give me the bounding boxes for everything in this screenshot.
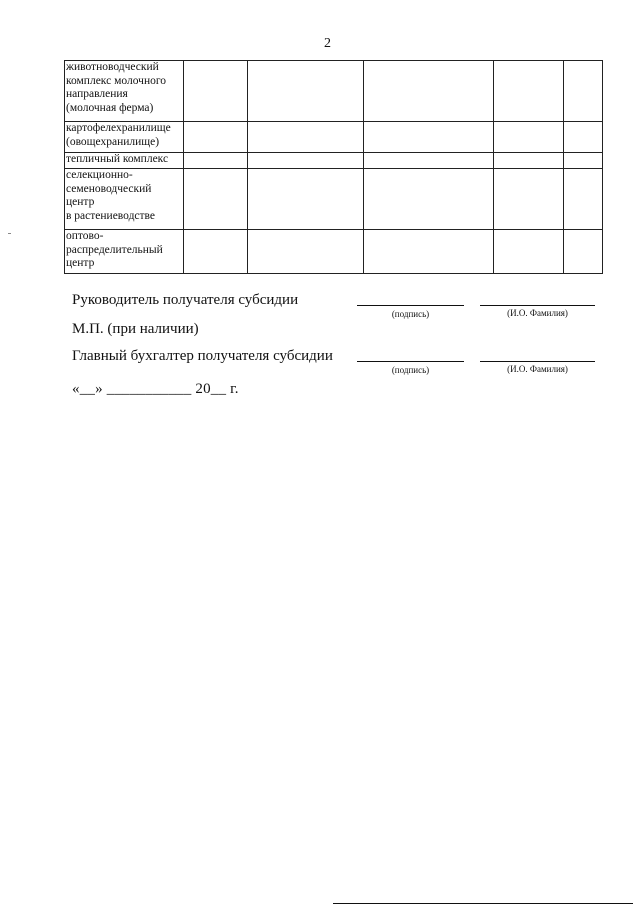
table-cell xyxy=(248,169,364,230)
table-cell xyxy=(564,153,603,169)
table-cell xyxy=(494,153,564,169)
table-row xyxy=(65,230,603,274)
table-cell xyxy=(248,122,364,153)
table-cell xyxy=(364,122,494,153)
table-cell xyxy=(184,122,248,153)
table-cell xyxy=(564,61,603,122)
table-cell xyxy=(184,61,248,122)
head-signature-label: Руководитель получателя субсидии xyxy=(72,292,299,308)
table-cell xyxy=(184,153,248,169)
table-cell xyxy=(564,122,603,153)
stamp-label: М.П. (при наличии) xyxy=(72,321,199,337)
table-row xyxy=(65,169,603,230)
table-cell xyxy=(494,61,564,122)
row-label-dairy-complex: животноводческий комплекс молочного направления (молочная ферма) xyxy=(65,61,184,122)
table-cell xyxy=(184,230,248,274)
table-cell xyxy=(248,153,364,169)
head-signature-line xyxy=(357,305,464,306)
head-name-caption: (И.О. Фамилия) xyxy=(507,308,568,318)
table-row xyxy=(65,122,603,153)
date-line: «__» ___________ 20__ г. xyxy=(72,381,239,397)
accountant-signature-label: Главный бухгалтер получателя субсидии xyxy=(72,348,333,364)
table-cell xyxy=(564,169,603,230)
row-label-distribution-center: оптово- распределительный центр xyxy=(65,230,184,274)
table-cell xyxy=(364,230,494,274)
table-cell xyxy=(364,153,494,169)
table-cell xyxy=(248,230,364,274)
row-label-seed-center: селекционно- семеноводческий центр в растениеводстве xyxy=(65,169,184,230)
table-row xyxy=(65,61,603,122)
margin-mark xyxy=(8,233,11,234)
table-cell xyxy=(494,230,564,274)
table-cell xyxy=(494,169,564,230)
facilities-table xyxy=(64,60,603,274)
row-label-potato-storage: картофелехранилище (овощехранилище) xyxy=(65,122,184,153)
accountant-signature-line xyxy=(357,361,464,362)
table-cell xyxy=(248,61,364,122)
head-name-line xyxy=(480,305,595,306)
accountant-name-caption: (И.О. Фамилия) xyxy=(507,364,568,374)
table-cell xyxy=(184,169,248,230)
head-signature-caption: (подпись) xyxy=(391,309,430,319)
table-cell xyxy=(364,61,494,122)
table-cell xyxy=(494,122,564,153)
table-cell xyxy=(564,230,603,274)
row-label-greenhouse: тепличный комплекс xyxy=(65,153,184,169)
table-row xyxy=(65,153,603,169)
accountant-signature-caption: (подпись) xyxy=(391,365,430,375)
page-number: 2 xyxy=(324,36,331,51)
accountant-name-line xyxy=(480,361,595,362)
footer-rule xyxy=(333,903,633,904)
table-cell xyxy=(364,169,494,230)
